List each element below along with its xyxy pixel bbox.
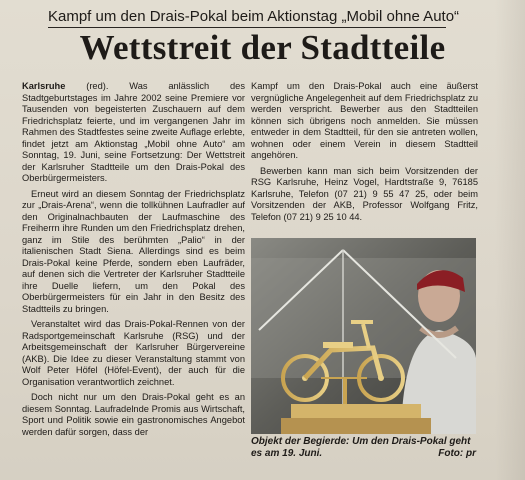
- paper-edge-shadow: [495, 0, 525, 480]
- article-column-2: [251, 81, 478, 241]
- article-photo: [251, 238, 476, 434]
- paragraph: Veranstaltet wird das Drais-Pokal-Rennen von der Radsportgemeinschaft Karlsruhe (RSG) und der Arbeitsgemeinschaft der Karlsruher Bürgervereine (AKB). Die Idee zu dieser Veranstaltung stammt von Wolf Peter Höfel (Höfel-Event), der auch für die Organisation verantwortlich zeichnet.: [22, 319, 245, 387]
- paragraph: Kampf um den Drais-Pokal auch eine äußerst vergnügliche Angelegenheit auf dem Friedrichsplatz zu werden verspricht. Bewerber aus den Stadtteilen können sich übrigens noch anmelden. Sie müssen entweder in dem Stadtteil, für den sie antreten wollen, wohnen oder einem Verein in diesem Stadtteil angehören.: [251, 81, 478, 160]
- paragraph: [22, 81, 245, 185]
- paragraph: Erneut wird an diesem Sonntag der Friedrichsplatz zur „Drais-Arena“, wenn die tollkühnen Laufradler auf den Originalnachbauten der Laufmaschine des Freiherrn ihre Runden um den Friedrichsplatz drehen, ganz im Stile des berühmten „Palio“ in der italienischen Stadt Siena. Allerdings sind es beim Drais-Pokal keine Pferde, sondern eben Laufräder, auf denen sich die Vertreter der Karlsruher Stadtteile ihre Duelle liefern, um den Pokal des Oberbürgermeisters für ein Jahr in den Besitz des Stadtteils zu bringen.: [22, 188, 245, 314]
- article-kicker: Kampf um den Drais-Pokal beim Aktionstag „Mobil ohne Auto“: [48, 8, 446, 28]
- byline: Karlsruhe: [22, 81, 66, 91]
- article-column-1: [22, 81, 245, 476]
- caption-text: Objekt der Begierde: Um den Drais-Pokal geht es am 19. Juni.: [251, 436, 471, 459]
- paragraph: Doch nicht nur um den Drais-Pokal geht es an diesem Sonntag. Laufradelnde Promis aus Wirtschaft, Sport und Politik sowie ein gastronomisches Angebot werden dafür sorgen, dass der: [22, 392, 245, 437]
- trophy-photo-image: [251, 238, 476, 434]
- photo-credit: Foto: pr: [438, 448, 476, 459]
- article-headline: Wettstreit der Stadtteile: [79, 28, 446, 67]
- photo-caption: [251, 436, 476, 460]
- paragraph: Bewerben kann man sich beim Vorsitzenden der RSG Karlsruhe, Heinz Vogel, Hardtstraße 9, 76185 Karlsruhe, Telefon (07 21) 9 55 47 25, oder beim Vorsitzenden der AKB, Professor Wolfgang Fritz, Telefon (07 21) 9 25 10 44.: [251, 165, 478, 222]
- paragraph-text: (red). Was anlässlich des Stadtgeburtstages im Jahre 2002 seine Premiere vor Tausenden von begeisterten Zuschauern auf dem Friedrichsplatz feierte, und im vergangenen Jahr im Rahmen des Stadtfestes seine zweite Auflage erlebte, findet jetzt am Aktionstag „Mobil ohne Auto“ am Sonntag, 19. Juni, seine Fortsetzung: Der Wettstreit der Karlsruher Stadtteile um den Drais-Pokal des Oberbürgermeisters.: [22, 81, 245, 183]
